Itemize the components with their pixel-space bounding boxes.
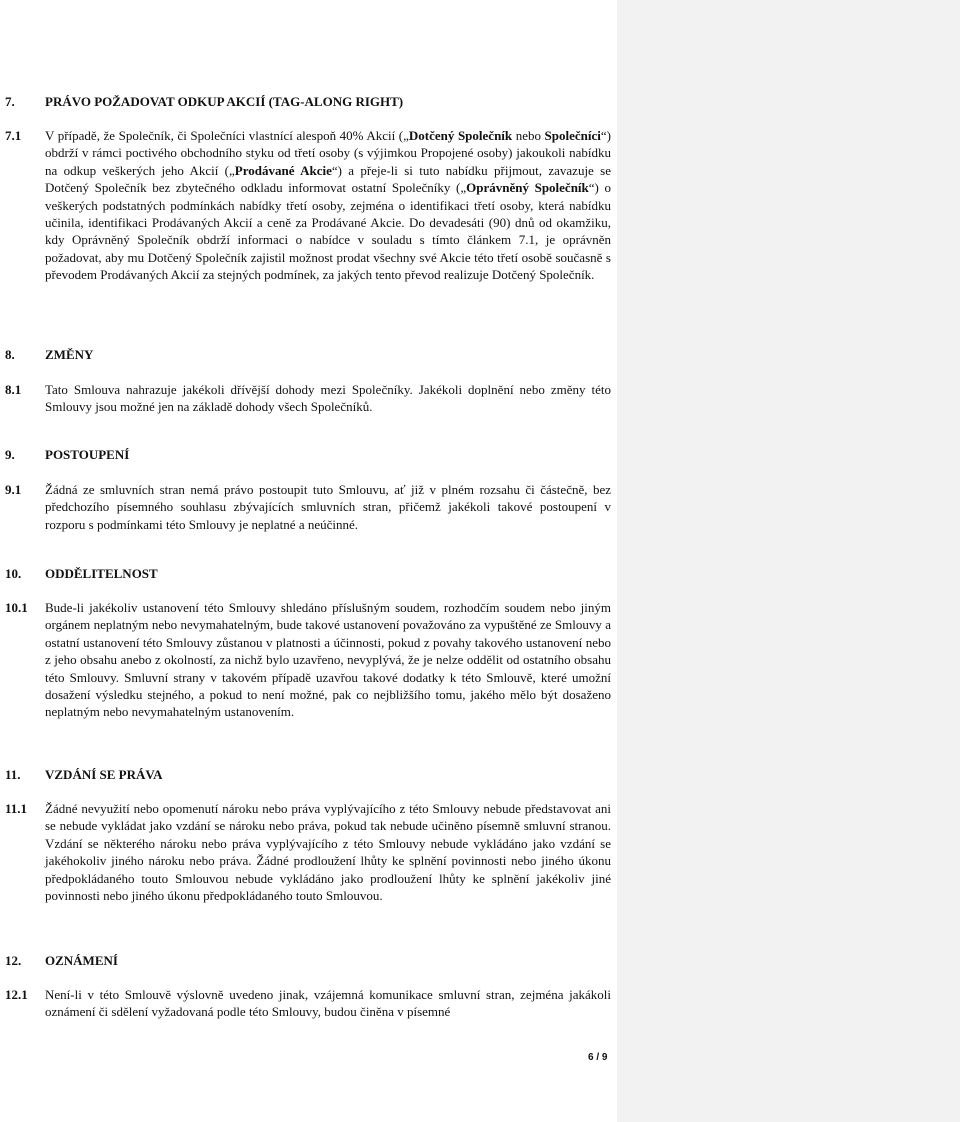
section-title: VZDÁNÍ SE PRÁVA: [45, 767, 163, 782]
section-heading-9: [0, 447, 129, 463]
section-title: OZNÁMENÍ: [45, 953, 118, 968]
page-number: 6 / 9: [588, 1052, 608, 1063]
section-title: PRÁVO POŽADOVAT ODKUP AKCIÍ (TAG-ALONG RIGHT): [45, 94, 404, 109]
section-number: 7.: [5, 94, 15, 109]
text-run: Není-li v této Smlouvě výslovně uvedeno jinak, vzájemná komunikace smluvní stran, zejména jakákoli oznámení či sdělení vyžadovaná podle této Smlouvy, budou činěna v písemné: [45, 987, 611, 1020]
defined-term: Prodávané Akcie: [234, 162, 332, 178]
paragraph-text: [45, 381, 611, 416]
paragraph-text: [45, 481, 611, 533]
section-number: 11.: [5, 767, 21, 782]
paragraph-number: 11.1: [5, 801, 28, 816]
defined-term: Společníci: [544, 128, 601, 143]
section-heading-8: [0, 347, 93, 363]
defined-term: Oprávněný Společník: [466, 180, 589, 196]
paragraph-7-1: [0, 127, 611, 284]
text-run: Žádná ze smluvních stran nemá právo postoupit tuto Smlouvu, ať již v plném rozsahu či částečně, bez předchozího písemného souhlasu zbývajících smluvních stran, přičemž jakékoli takové postoupení v rozporu s podmínkami této Smlouvy je neplatné a neúčinné.: [45, 482, 611, 532]
section-title: POSTOUPENÍ: [45, 447, 130, 462]
paragraph-number: 7.1: [5, 128, 22, 143]
text-run: V případě, že Společník, či Společníci vlastnící alespoň 40% Akcií („: [45, 128, 409, 143]
paragraph-number: 10.1: [5, 600, 28, 615]
paragraph-9-1: [0, 481, 611, 533]
text-run: “) a přeje-li si tuto nabídku přijmout, zavazuje se Dotčený Společník bez zbytečného odkladu informovat ostatní Společníky („: [45, 162, 611, 196]
paragraph-number: 9.1: [5, 482, 22, 497]
section-number: 8.: [5, 347, 15, 362]
section-heading-7: [0, 94, 403, 110]
section-heading-12: [0, 953, 118, 969]
paragraph-12-1: [0, 986, 611, 1021]
text-run: Žádné nevyužití nebo opomenutí nároku nebo práva vyplývajícího z této Smlouvy nebude představovat ani se nebude vykládat jako vzdání se nároku nebo práva, pokud tak nebude učiněno písemně smluvní stranou. Vzdání se některého nároku nebo práva vyplývajícího z této Smlouvy nebude vykládáno jako vzdání se jakéhokoliv jiného nároku nebo práva. Žádné prodloužení lhůty ke splnění povinnosti nebo jiného úkonu předpokládaného touto Smlouvou nebude vykládáno jako prodloužení lhůty ke splnění jakékoliv jiné povinnosti nebo jiného úkonu předpokládaného touto Smlouvou.: [45, 801, 611, 904]
paragraph-number: 12.1: [5, 987, 28, 1002]
paragraph-text: [45, 986, 611, 1021]
comment-margin: [617, 0, 960, 1122]
paragraph-8-1: [0, 381, 611, 416]
text-run: “) o veškerých podstatných podmínkách nabídky třetí osoby, zejména o identifikaci třetí osoby, která nabídku učinila, identifikaci Prodávaných Akcií a ceně za Prodávané Akcie. Do devadesáti (90) dnů od okamžiku, kdy Oprávněný Společník obdrží informaci o nabídce v souladu s tímto článkem 7.1, je oprávněn požadovat, aby mu Dotčený Společník zajistil možnost prodat všechny své Akcie této třetí osobě současně s převodem Prodávaných Akcií za stejných podmínek, za jakých tento převod realizuje Dotčený Společník.: [45, 180, 611, 283]
paragraph-text: [45, 127, 611, 284]
text-run: Tato Smlouva nahrazuje jakékoli dřívější dohody mezi Společníky. Jakékoli doplnění nebo změny této Smlouvy jsou možné jen na základě dohody všech Společníků.: [45, 382, 611, 415]
section-heading-11: [0, 767, 163, 783]
paragraph-text: [45, 599, 611, 721]
defined-term: Dotčený Společník: [408, 128, 513, 143]
section-title: ZMĚNY: [45, 347, 94, 362]
section-number: 12.: [5, 953, 22, 968]
text-run: “) obdrží v rámci poctivého obchodního styku od třetí osoby (s výjimkou Propojené osoby) jakoukoli nabídku na odkup veškerých jeho Akcií („: [45, 128, 611, 178]
section-title: ODDĚLITELNOST: [45, 566, 158, 581]
section-number: 9.: [5, 447, 15, 462]
section-number: 10.: [5, 566, 22, 581]
paragraph-11-1: [0, 800, 611, 904]
text-run: nebo: [512, 128, 545, 143]
paragraph-number: 8.1: [5, 382, 22, 397]
section-heading-10: [0, 566, 158, 582]
paragraph-10-1: [0, 599, 611, 721]
paragraph-text: [45, 800, 611, 904]
text-run: Bude-li jakékoliv ustanovení této Smlouvy shledáno příslušným soudem, rozhodčím soudem nebo jiným orgánem neplatným nebo nevymahatelným, bude takové ustanovení považováno za vypuštěné ze Smlouvy a ostatní ustanovení této Smlouvy zůstanou v platnosti a účinnosti, pokud z povahy takového ustanovení nebo z jeho obsahu anebo z okolností, za nichž bylo uzavřeno, nevyplývá, že je nelze oddělit od ostatního obsahu této Smlouvy. Smluvní strany v takovém případě uzavřou takové dodatky k této Smlouvě, které umožní dosažení výsledku stejného, a pokud to není možné, pak co nejbližšího tomu, jakého mělo být dosaženo neplatným nebo nevymahatelným ustanovením.: [45, 600, 611, 720]
